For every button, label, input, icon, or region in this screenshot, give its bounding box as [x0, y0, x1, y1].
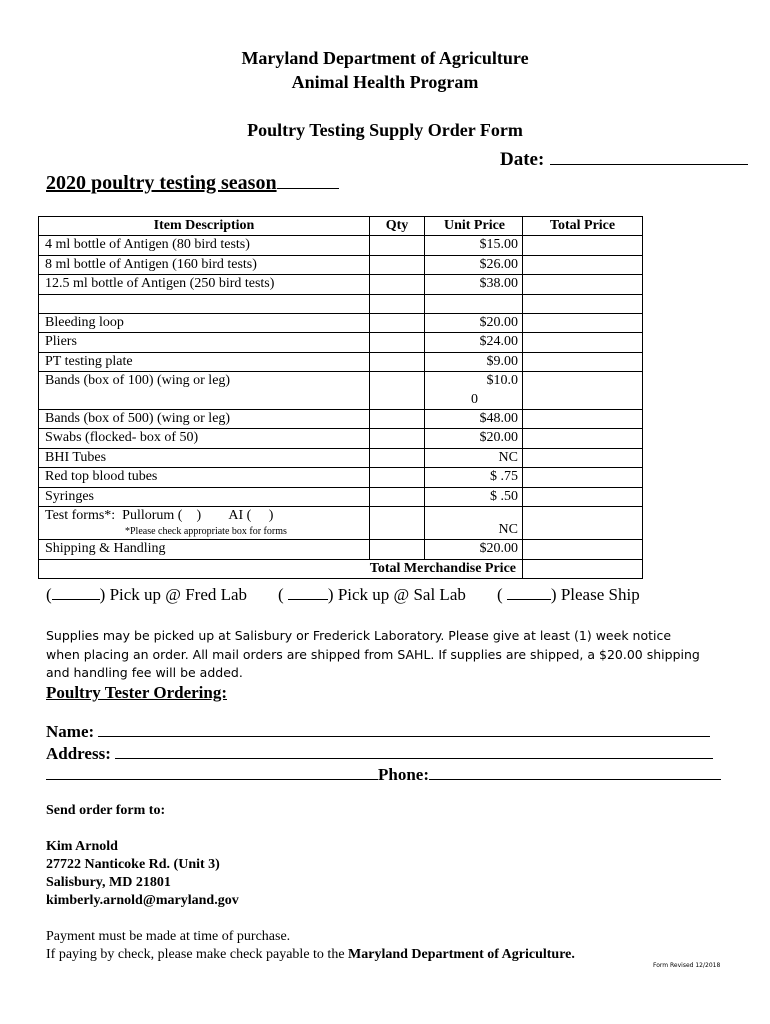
- item-description: 12.5 ml bottle of Antigen (250 bird tests): [39, 275, 370, 294]
- qty-cell[interactable]: [370, 275, 425, 294]
- form-revision: Form Revised 12/2018: [653, 962, 721, 969]
- table-row: [39, 314, 643, 333]
- total-price-cell[interactable]: [523, 314, 643, 333]
- pickup-fred-blank[interactable]: [52, 585, 100, 600]
- header-item: Item Description: [39, 217, 370, 236]
- table-row: [39, 410, 643, 429]
- date-label: Date:: [500, 149, 545, 170]
- date-blank[interactable]: [550, 146, 748, 165]
- unit-price: $20.00: [425, 540, 523, 559]
- total-price-cell[interactable]: [523, 487, 643, 506]
- payment-line1: Payment must be made at time of purchase.: [46, 929, 291, 944]
- table-row: [39, 372, 643, 410]
- table-row: [39, 352, 643, 371]
- unit-price-line2: 0: [471, 391, 478, 407]
- table-row: [39, 540, 643, 559]
- qty-cell[interactable]: [370, 448, 425, 467]
- unit-price: $38.00: [425, 275, 523, 294]
- qty-cell[interactable]: [370, 410, 425, 429]
- address-blank[interactable]: [115, 744, 713, 759]
- item-description: 4 ml bottle of Antigen (80 bird tests): [39, 236, 370, 255]
- total-price-cell[interactable]: [523, 468, 643, 487]
- pickup-sal-label: ) Pick up @ Sal Lab: [327, 585, 466, 604]
- table-row: [39, 448, 643, 467]
- table-row: [39, 236, 643, 255]
- table-row: [39, 255, 643, 274]
- unit-price: $20.00: [425, 314, 523, 333]
- payment-info: [46, 928, 575, 964]
- table-row: [39, 275, 643, 294]
- season-heading-text: 2020 poultry testing season: [46, 172, 277, 194]
- unit-price: [425, 294, 523, 313]
- unit-price: $48.00: [425, 410, 523, 429]
- unit-price: $15.00: [425, 236, 523, 255]
- phone-field[interactable]: [46, 765, 721, 785]
- please-ship-label: ) Please Ship: [550, 585, 640, 604]
- phone-blank[interactable]: [429, 765, 721, 780]
- unit-price-line1: $10.0: [486, 373, 518, 389]
- test-forms-label[interactable]: Test forms*: Pullorum ( ) AI ( ): [45, 508, 274, 524]
- item-description: Bleeding loop: [39, 314, 370, 333]
- item-description: Bands (box of 500) (wing or leg): [39, 410, 370, 429]
- unit-price: $26.00: [425, 255, 523, 274]
- header-qty: Qty: [370, 217, 425, 236]
- department-title: Maryland Department of Agriculture: [241, 48, 529, 68]
- header-unit-price: Unit Price: [425, 217, 523, 236]
- total-price-cell[interactable]: [523, 352, 643, 371]
- table-row: [39, 487, 643, 506]
- qty-cell[interactable]: [370, 333, 425, 352]
- total-price-cell[interactable]: [523, 275, 643, 294]
- pickup-fred-label: ) Pick up @ Fred Lab: [99, 585, 248, 604]
- pickup-sal-option[interactable]: ( ) Pick up @ Sal Lab: [278, 585, 466, 604]
- item-description: BHI Tubes: [39, 448, 370, 467]
- unit-price: [425, 372, 523, 410]
- qty-cell[interactable]: [370, 255, 425, 274]
- qty-cell[interactable]: [370, 372, 425, 410]
- item-description: Bands (box of 100) (wing or leg): [39, 372, 370, 410]
- item-description: [39, 294, 370, 313]
- table-row: [39, 333, 643, 352]
- name-label: Name:: [46, 722, 95, 741]
- total-price-cell[interactable]: [523, 540, 643, 559]
- total-price-cell[interactable]: [523, 294, 643, 313]
- payment-line2-text: If paying by check, please make check payable to the: [46, 947, 349, 962]
- season-heading: [46, 170, 339, 195]
- total-price-cell[interactable]: [523, 236, 643, 255]
- total-price-cell[interactable]: [523, 255, 643, 274]
- send-order-label: Send order form to:: [46, 803, 166, 818]
- item-description: Swabs (flocked- box of 50): [39, 429, 370, 448]
- unit-price: NC: [425, 507, 523, 540]
- item-description: Syringes: [39, 487, 370, 506]
- total-price-cell[interactable]: [523, 448, 643, 467]
- qty-cell[interactable]: [370, 236, 425, 255]
- qty-cell[interactable]: [370, 507, 425, 540]
- date-field[interactable]: [500, 146, 748, 171]
- address-label: Address:: [46, 744, 111, 763]
- unit-price: $24.00: [425, 333, 523, 352]
- please-ship-blank[interactable]: [507, 585, 551, 600]
- contact-email[interactable]: kimberly.arnold@maryland.gov: [46, 893, 239, 908]
- total-price-cell[interactable]: [523, 410, 643, 429]
- table-header-row: [39, 217, 643, 236]
- total-price-cell[interactable]: [523, 429, 643, 448]
- contact-name: Kim Arnold: [46, 839, 118, 854]
- item-description: 8 ml bottle of Antigen (160 bird tests): [39, 255, 370, 274]
- item-description: Pliers: [39, 333, 370, 352]
- total-merchandise-label: Total Merchandise Price: [39, 559, 523, 578]
- total-price-cell[interactable]: [523, 372, 643, 410]
- qty-cell[interactable]: [370, 468, 425, 487]
- tester-heading: Poultry Tester Ordering:: [46, 683, 227, 702]
- name-blank[interactable]: [98, 722, 710, 737]
- contact-street: 27722 Nanticoke Rd. (Unit 3): [46, 857, 220, 872]
- qty-cell[interactable]: [370, 352, 425, 371]
- item-description: Red top blood tubes: [39, 468, 370, 487]
- contact-city: Salisbury, MD 21801: [46, 875, 171, 890]
- item-description: Shipping & Handling: [39, 540, 370, 559]
- unit-price: NC: [425, 448, 523, 467]
- season-underline: [277, 170, 339, 189]
- qty-cell[interactable]: [370, 487, 425, 506]
- total-price-cell[interactable]: [523, 507, 643, 540]
- name-field[interactable]: [46, 722, 710, 742]
- unit-price: $20.00: [425, 429, 523, 448]
- total-merchandise-row: [39, 559, 643, 578]
- test-forms-note: *Please check appropriate box for forms: [125, 526, 287, 538]
- payment-payee: Maryland Department of Agriculture.: [348, 947, 575, 962]
- please-ship-option[interactable]: ( ) Please Ship: [497, 585, 640, 604]
- address-field[interactable]: [46, 744, 713, 764]
- table-row: [39, 507, 643, 540]
- unit-price: $ .50: [425, 487, 523, 506]
- item-description: PT testing plate: [39, 352, 370, 371]
- total-merchandise-cell[interactable]: [523, 559, 643, 578]
- unit-price: $ .75: [425, 468, 523, 487]
- unit-price: $9.00: [425, 352, 523, 371]
- phone-label: Phone:: [378, 765, 429, 784]
- total-price-cell[interactable]: [523, 333, 643, 352]
- pickup-fred-option[interactable]: ( ) Pick up @ Fred Lab: [46, 585, 248, 604]
- table-row: [39, 429, 643, 448]
- form-title: Poultry Testing Supply Order Form: [247, 120, 523, 140]
- table-row: [39, 468, 643, 487]
- order-table: [38, 216, 643, 579]
- item-description: [39, 507, 370, 540]
- pickup-sal-blank[interactable]: [288, 585, 328, 600]
- payment-line2: [46, 946, 575, 964]
- header-total-price: Total Price: [523, 217, 643, 236]
- qty-cell[interactable]: [370, 429, 425, 448]
- qty-cell[interactable]: [370, 314, 425, 333]
- qty-cell[interactable]: [370, 540, 425, 559]
- qty-cell[interactable]: [370, 294, 425, 313]
- table-row-spacer: [39, 294, 643, 313]
- program-title: Animal Health Program: [291, 72, 479, 92]
- address-line2-blank[interactable]: [46, 765, 378, 780]
- pickup-instructions: Supplies may be picked up at Salisbury or Frederick Laboratory. Please give at least (1) week notice when placing an order. All mail orders are shipped from SAHL. If supplies are shipped, a $20.00 shipping and handling fee will be added.: [46, 628, 700, 680]
